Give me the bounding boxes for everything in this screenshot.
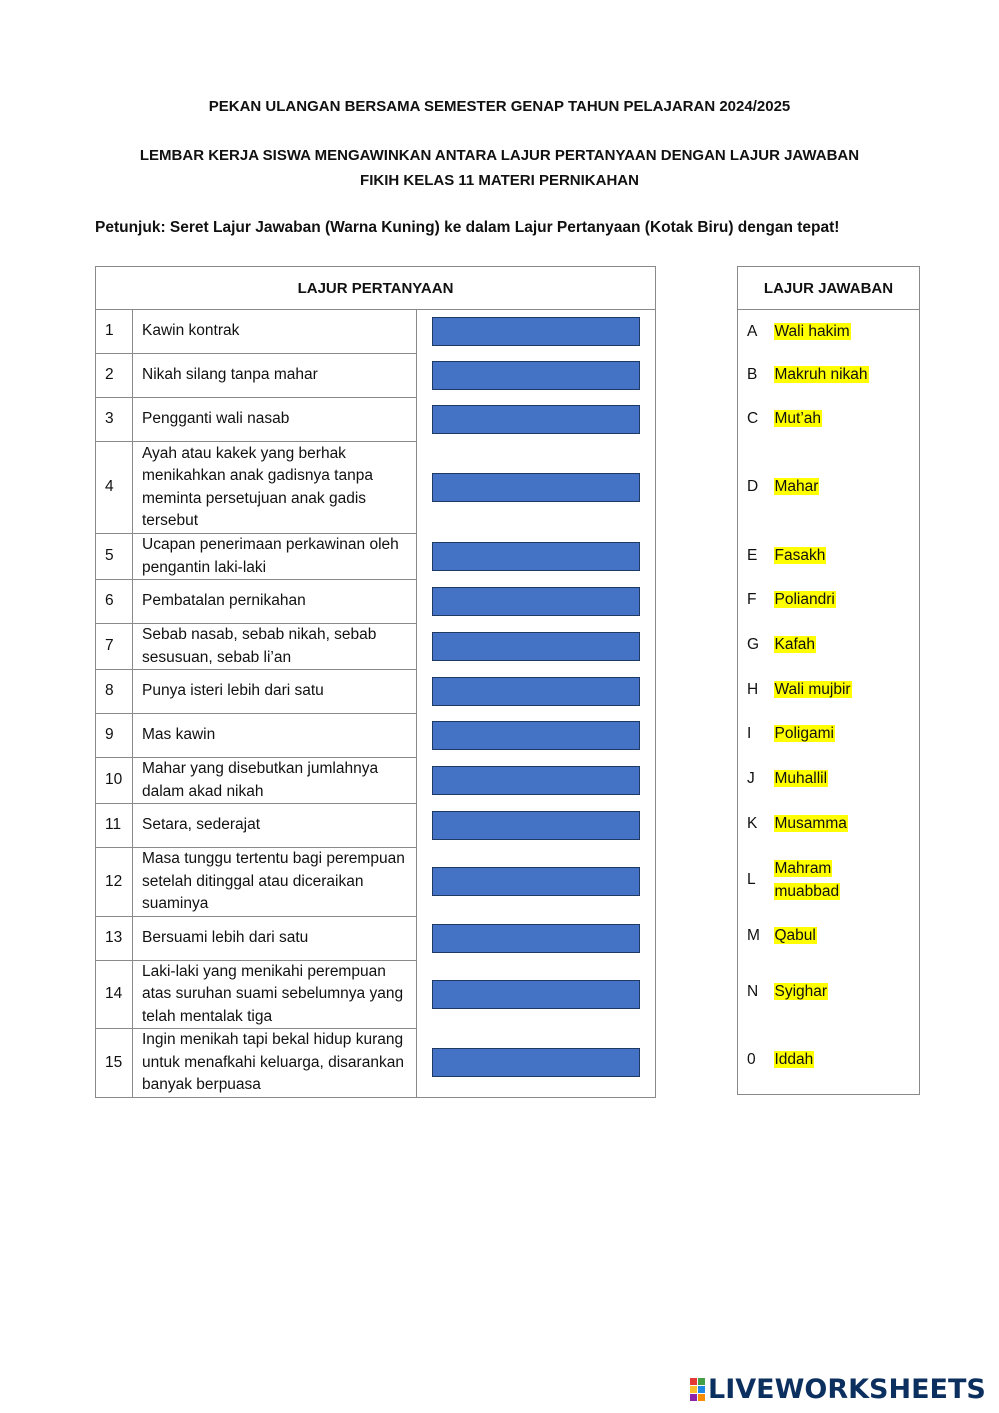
answer-row (738, 847, 920, 915)
question-text: Mahar yang disebutkan jumlahnya dalam akad nikah (133, 758, 417, 804)
answer-chip[interactable]: Wali mujbir (774, 681, 851, 699)
answers-header: LAJUR JAWABAN (738, 267, 920, 310)
answer-drop-slot[interactable] (432, 677, 640, 706)
question-text: Pengganti wali nasab (133, 398, 417, 442)
answer-chip[interactable]: Mahar (774, 478, 819, 496)
answer-letter: I (747, 725, 752, 743)
answer-drop-slot[interactable] (432, 405, 640, 434)
answer-row (738, 442, 920, 534)
worksheet-subtitle: LEMBAR KERJA SISWA MENGAWINKAN ANTARA LAJUR PERTANYAAN DENGAN LAJUR JAWABAN (139, 147, 860, 164)
question-number: 5 (96, 534, 133, 580)
answer-drop-slot[interactable] (432, 587, 640, 616)
answer-row (738, 534, 920, 579)
answer-chip[interactable]: Makruh nikah (774, 366, 868, 384)
liveworksheets-logo (690, 1374, 986, 1404)
answer-drop-slot[interactable] (432, 1048, 640, 1077)
question-text: Laki-laki yang menikahi perempuan atas suruhan suami sebelumnya yang telah mentalak tiga (133, 960, 417, 1029)
question-row (96, 442, 656, 534)
question-row (96, 1029, 656, 1098)
question-text: Ayah atau kakek yang berhak menikahkan anak gadisnya tanpa meminta persetujuan anak gadis tersebut (133, 442, 417, 534)
answer-drop-slot[interactable] (432, 766, 640, 795)
question-text: Setara, sederajat (133, 804, 417, 848)
answer-chip[interactable]: Kafah (774, 636, 816, 654)
question-row (96, 758, 656, 804)
question-number: 7 (96, 624, 133, 670)
answer-chip[interactable]: Wali hakim (774, 322, 850, 340)
worksheet-title: PEKAN ULANGAN BERSAMA SEMESTER GENAP TAHUN PELAJARAN 2024/2025 (208, 98, 791, 115)
answer-drop-slot[interactable] (432, 542, 640, 571)
answer-row (738, 623, 920, 669)
answer-drop-slot[interactable] (432, 721, 640, 750)
answer-row (738, 915, 920, 959)
answer-letter: H (747, 681, 759, 699)
answer-row (738, 579, 920, 623)
answer-letter: N (747, 983, 759, 1001)
question-text: Masa tunggu tertentu bagi perempuan setelah ditinggal atau diceraikan suaminya (133, 848, 417, 917)
question-row (96, 624, 656, 670)
question-text: Pembatalan pernikahan (133, 580, 417, 624)
answer-drop-slot[interactable] (432, 924, 640, 953)
answer-row (738, 1027, 920, 1095)
answer-letter: L (747, 871, 756, 889)
answer-drop-slot[interactable] (432, 632, 640, 661)
answer-letter: A (747, 322, 758, 340)
question-text: Punya isteri lebih dari satu (133, 670, 417, 714)
answer-letter: G (747, 636, 760, 654)
answer-chip[interactable]: Syighar (774, 983, 828, 1001)
answer-letter: 0 (747, 1051, 756, 1068)
answer-letter: D (747, 478, 759, 496)
question-text: Nikah silang tanpa mahar (133, 354, 417, 398)
worksheet-subject: FIKIH KELAS 11 MATERI PERNIKAHAN (360, 172, 639, 189)
liveworksheets-logo-icon (690, 1378, 705, 1401)
answer-row (738, 959, 920, 1027)
question-text: Ingin menikah tapi bekal hidup kurang untuk menafkahi keluarga, disarankan banyak berpuasa (133, 1029, 417, 1098)
question-number: 2 (96, 354, 133, 398)
answer-row (738, 398, 920, 442)
answer-row (738, 803, 920, 847)
answer-letter: M (747, 927, 760, 945)
answer-drop-slot[interactable] (432, 811, 640, 840)
questions-header: LAJUR PERTANYAAN (96, 267, 656, 310)
question-number: 10 (96, 758, 133, 804)
answer-chip[interactable]: Iddah (774, 1051, 814, 1068)
answer-row (738, 713, 920, 757)
question-row (96, 670, 656, 714)
answer-letter: J (747, 770, 755, 788)
answer-letter: F (747, 591, 757, 609)
answer-chip[interactable]: Poligami (774, 725, 834, 743)
question-row (96, 960, 656, 1029)
answer-letter: E (747, 546, 758, 564)
question-text: Mas kawin (133, 714, 417, 758)
answer-chip[interactable]: Mut’ah (774, 410, 822, 428)
answer-chip[interactable]: Qabul (774, 927, 816, 945)
answer-chip[interactable]: Muhallil (774, 770, 828, 788)
answer-letter: K (747, 815, 758, 833)
answer-drop-slot[interactable] (432, 317, 640, 346)
answer-chip[interactable]: Mahram muabbad (774, 860, 840, 900)
answer-row (738, 310, 920, 354)
answer-letter: B (747, 366, 758, 384)
question-row (96, 398, 656, 442)
question-number: 11 (96, 804, 133, 848)
question-text: Bersuami lebih dari satu (133, 916, 417, 960)
question-row (96, 580, 656, 624)
instruction-text: Petunjuk: Seret Lajur Jawaban (Warna Kuning) ke dalam Lajur Pertanyaan (Kotak Biru) dengan tepat! (95, 219, 840, 236)
question-row (96, 804, 656, 848)
answer-chip[interactable]: Fasakh (774, 546, 826, 564)
answer-drop-slot[interactable] (432, 473, 640, 502)
answers-table (737, 266, 920, 1095)
question-number: 14 (96, 960, 133, 1029)
question-number: 4 (96, 442, 133, 534)
question-number: 3 (96, 398, 133, 442)
question-row (96, 848, 656, 917)
answer-letter: C (747, 410, 759, 428)
question-number: 8 (96, 670, 133, 714)
question-number: 6 (96, 580, 133, 624)
answer-drop-slot[interactable] (432, 361, 640, 390)
answer-row (738, 669, 920, 713)
question-row (96, 310, 656, 354)
question-number: 12 (96, 848, 133, 917)
question-number: 15 (96, 1029, 133, 1098)
answer-chip[interactable]: Musamma (774, 815, 847, 833)
question-number: 1 (96, 310, 133, 354)
question-row (96, 534, 656, 580)
answer-drop-slot[interactable] (432, 867, 640, 896)
answer-row (738, 757, 920, 803)
question-text: Kawin kontrak (133, 310, 417, 354)
questions-table (95, 266, 656, 1098)
question-row (96, 354, 656, 398)
answer-row (738, 354, 920, 398)
liveworksheets-logo-text: LIVEWORKSHEETS (708, 1373, 986, 1405)
question-text: Ucapan penerimaan perkawinan oleh pengantin laki-laki (133, 534, 417, 580)
answer-chip[interactable]: Poliandri (774, 591, 835, 609)
question-text: Sebab nasab, sebab nikah, sebab sesusuan, sebab li’an (133, 624, 417, 670)
question-number: 13 (96, 916, 133, 960)
question-row (96, 714, 656, 758)
question-number: 9 (96, 714, 133, 758)
question-row (96, 916, 656, 960)
answer-drop-slot[interactable] (432, 980, 640, 1009)
